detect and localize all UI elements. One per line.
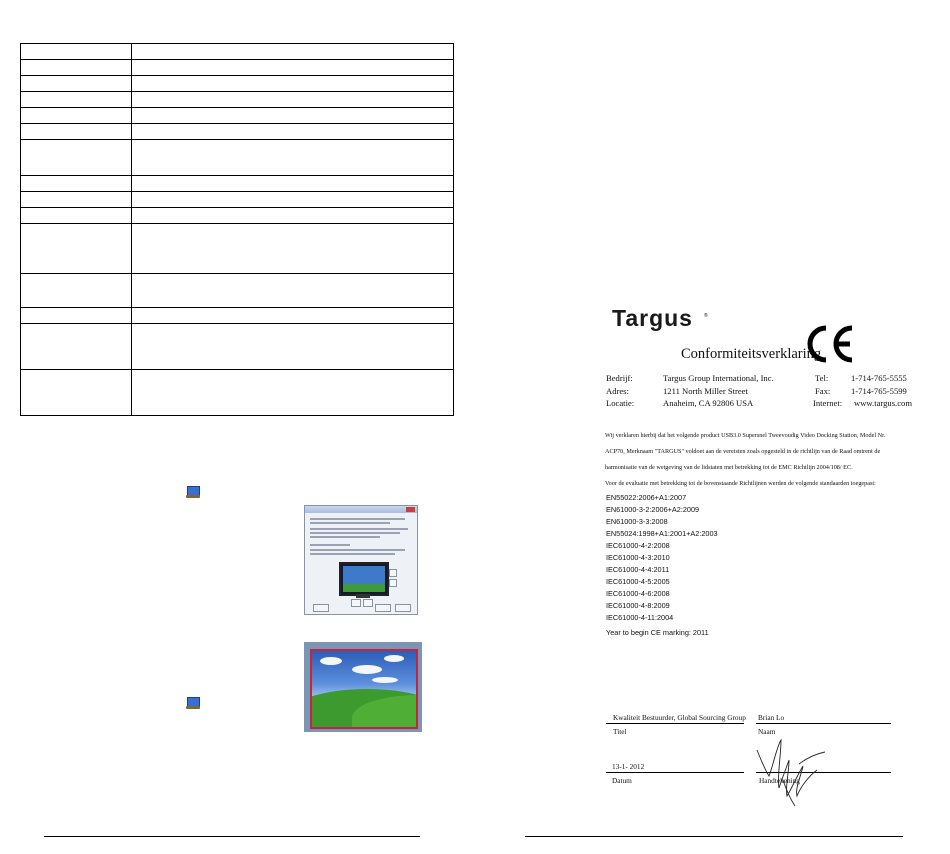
standard-item: IEC61000-4-3:2010 [606, 553, 670, 562]
ce-mark-icon [804, 324, 856, 364]
company-value: Targus Group International, Inc. [663, 373, 774, 383]
standard-item: IEC61000-4-2:2008 [606, 541, 670, 550]
table-cell [132, 76, 454, 92]
title-rule [606, 723, 744, 724]
right-page [475, 0, 950, 854]
table-cell [21, 324, 132, 370]
fax-label: Fax: [815, 386, 831, 396]
signatory-title-label: Titel [613, 727, 627, 736]
standard-item: IEC61000-4-5:2005 [606, 577, 670, 586]
table-cell [132, 370, 454, 416]
name-rule [756, 723, 891, 724]
display-tray-icon [186, 486, 200, 498]
standard-item: IEC61000-4-11:2004 [606, 613, 674, 622]
table-cell [21, 274, 132, 308]
declaration-line: Wij verklaren hierbij dat het volgende product USB3.0 Supersnel Tweevoudig Video Docking Station, Model Nr. [605, 432, 886, 439]
table-cell [21, 176, 132, 192]
signatory-title-value: Kwaliteit Bestuurder, Global Sourcing Group [613, 713, 746, 722]
table-cell [21, 76, 132, 92]
table-cell [132, 274, 454, 308]
internet-label: Internet: [813, 398, 843, 408]
standard-item: EN61000-3-2:2006+A2:2009 [606, 505, 700, 514]
table-cell [132, 124, 454, 140]
table-cell [132, 108, 454, 124]
address-label: Adres: [606, 386, 629, 396]
ce-marking-year: Year to begin CE marking: 2011 [606, 628, 709, 637]
standard-item: EN55024:1998+A1:2001+A2:2003 [606, 529, 718, 538]
table-cell [21, 140, 132, 176]
table-cell [132, 176, 454, 192]
table-cell [132, 140, 454, 176]
document-title: Conformiteitsverklaring [681, 346, 822, 362]
table-cell [21, 108, 132, 124]
fax-value: 1-714-765-5599 [851, 386, 907, 396]
table-cell [21, 308, 132, 324]
tel-label: Tel: [815, 373, 829, 383]
footer-rule [525, 836, 903, 837]
date-rule [606, 772, 744, 773]
trademark-mark: ® [704, 313, 708, 319]
table-cell [132, 208, 454, 224]
location-label: Locatie: [606, 398, 635, 408]
location-value: Anaheim, CA 92806 USA [663, 398, 754, 408]
signatory-name-value: Brian Lo [758, 713, 785, 722]
internet-value: www.targus.com [854, 398, 912, 408]
table-cell [132, 192, 454, 208]
signatory-date-value: 13-1- 2012 [612, 762, 645, 771]
display-settings-dialog-thumbnail [304, 505, 418, 615]
standard-item: IEC61000-4-4:2011 [606, 565, 670, 574]
targus-logo: Targus [612, 305, 693, 331]
signatory-signature-label: Handtekening [759, 776, 800, 785]
standard-item: IEC61000-4-8:2009 [606, 601, 670, 610]
specification-table [20, 43, 454, 416]
table-cell [132, 44, 454, 60]
table-cell [132, 324, 454, 370]
table-cell [132, 224, 454, 274]
table-cell [132, 92, 454, 108]
table-cell [21, 192, 132, 208]
table-cell [21, 44, 132, 60]
declaration-line: Voor de evaluatie met betrekking tot de bovenstaande Richtlijnen werden de volgende standaarden toegepast: [605, 480, 876, 487]
signature [755, 736, 827, 808]
footer-rule [44, 836, 420, 837]
company-label: Bedrijf: [606, 373, 633, 383]
table-cell [21, 370, 132, 416]
table-cell [132, 308, 454, 324]
tel-value: 1-714-765-5555 [851, 373, 907, 383]
signatory-date-label: Datum [612, 776, 632, 785]
table-cell [21, 92, 132, 108]
table-cell [21, 60, 132, 76]
table-cell [21, 208, 132, 224]
table-cell [132, 60, 454, 76]
desktop-wallpaper-thumbnail [304, 642, 422, 732]
standard-item: IEC61000-4-6:2008 [606, 589, 670, 598]
display-tray-icon [186, 697, 200, 709]
address-value: 1211 North Miller Street [663, 386, 748, 396]
declaration-line: harmonisatie van de wetgeving van de lidstaten met betrekking tot de EMC Richtlijn 2004/108/ EC. [605, 464, 853, 471]
declaration-line: ACP70, Merknaam "TARGUS" voldoet aan de vereisten zoals opgesteld in de richtlijn van de Raad omtrent de [605, 448, 881, 455]
standard-item: EN55022:2006+A1:2007 [606, 493, 687, 502]
signatory-name-label: Naam [758, 727, 776, 736]
table-cell [21, 224, 132, 274]
table-cell [21, 124, 132, 140]
standard-item: EN61000-3-3:2008 [606, 517, 668, 526]
